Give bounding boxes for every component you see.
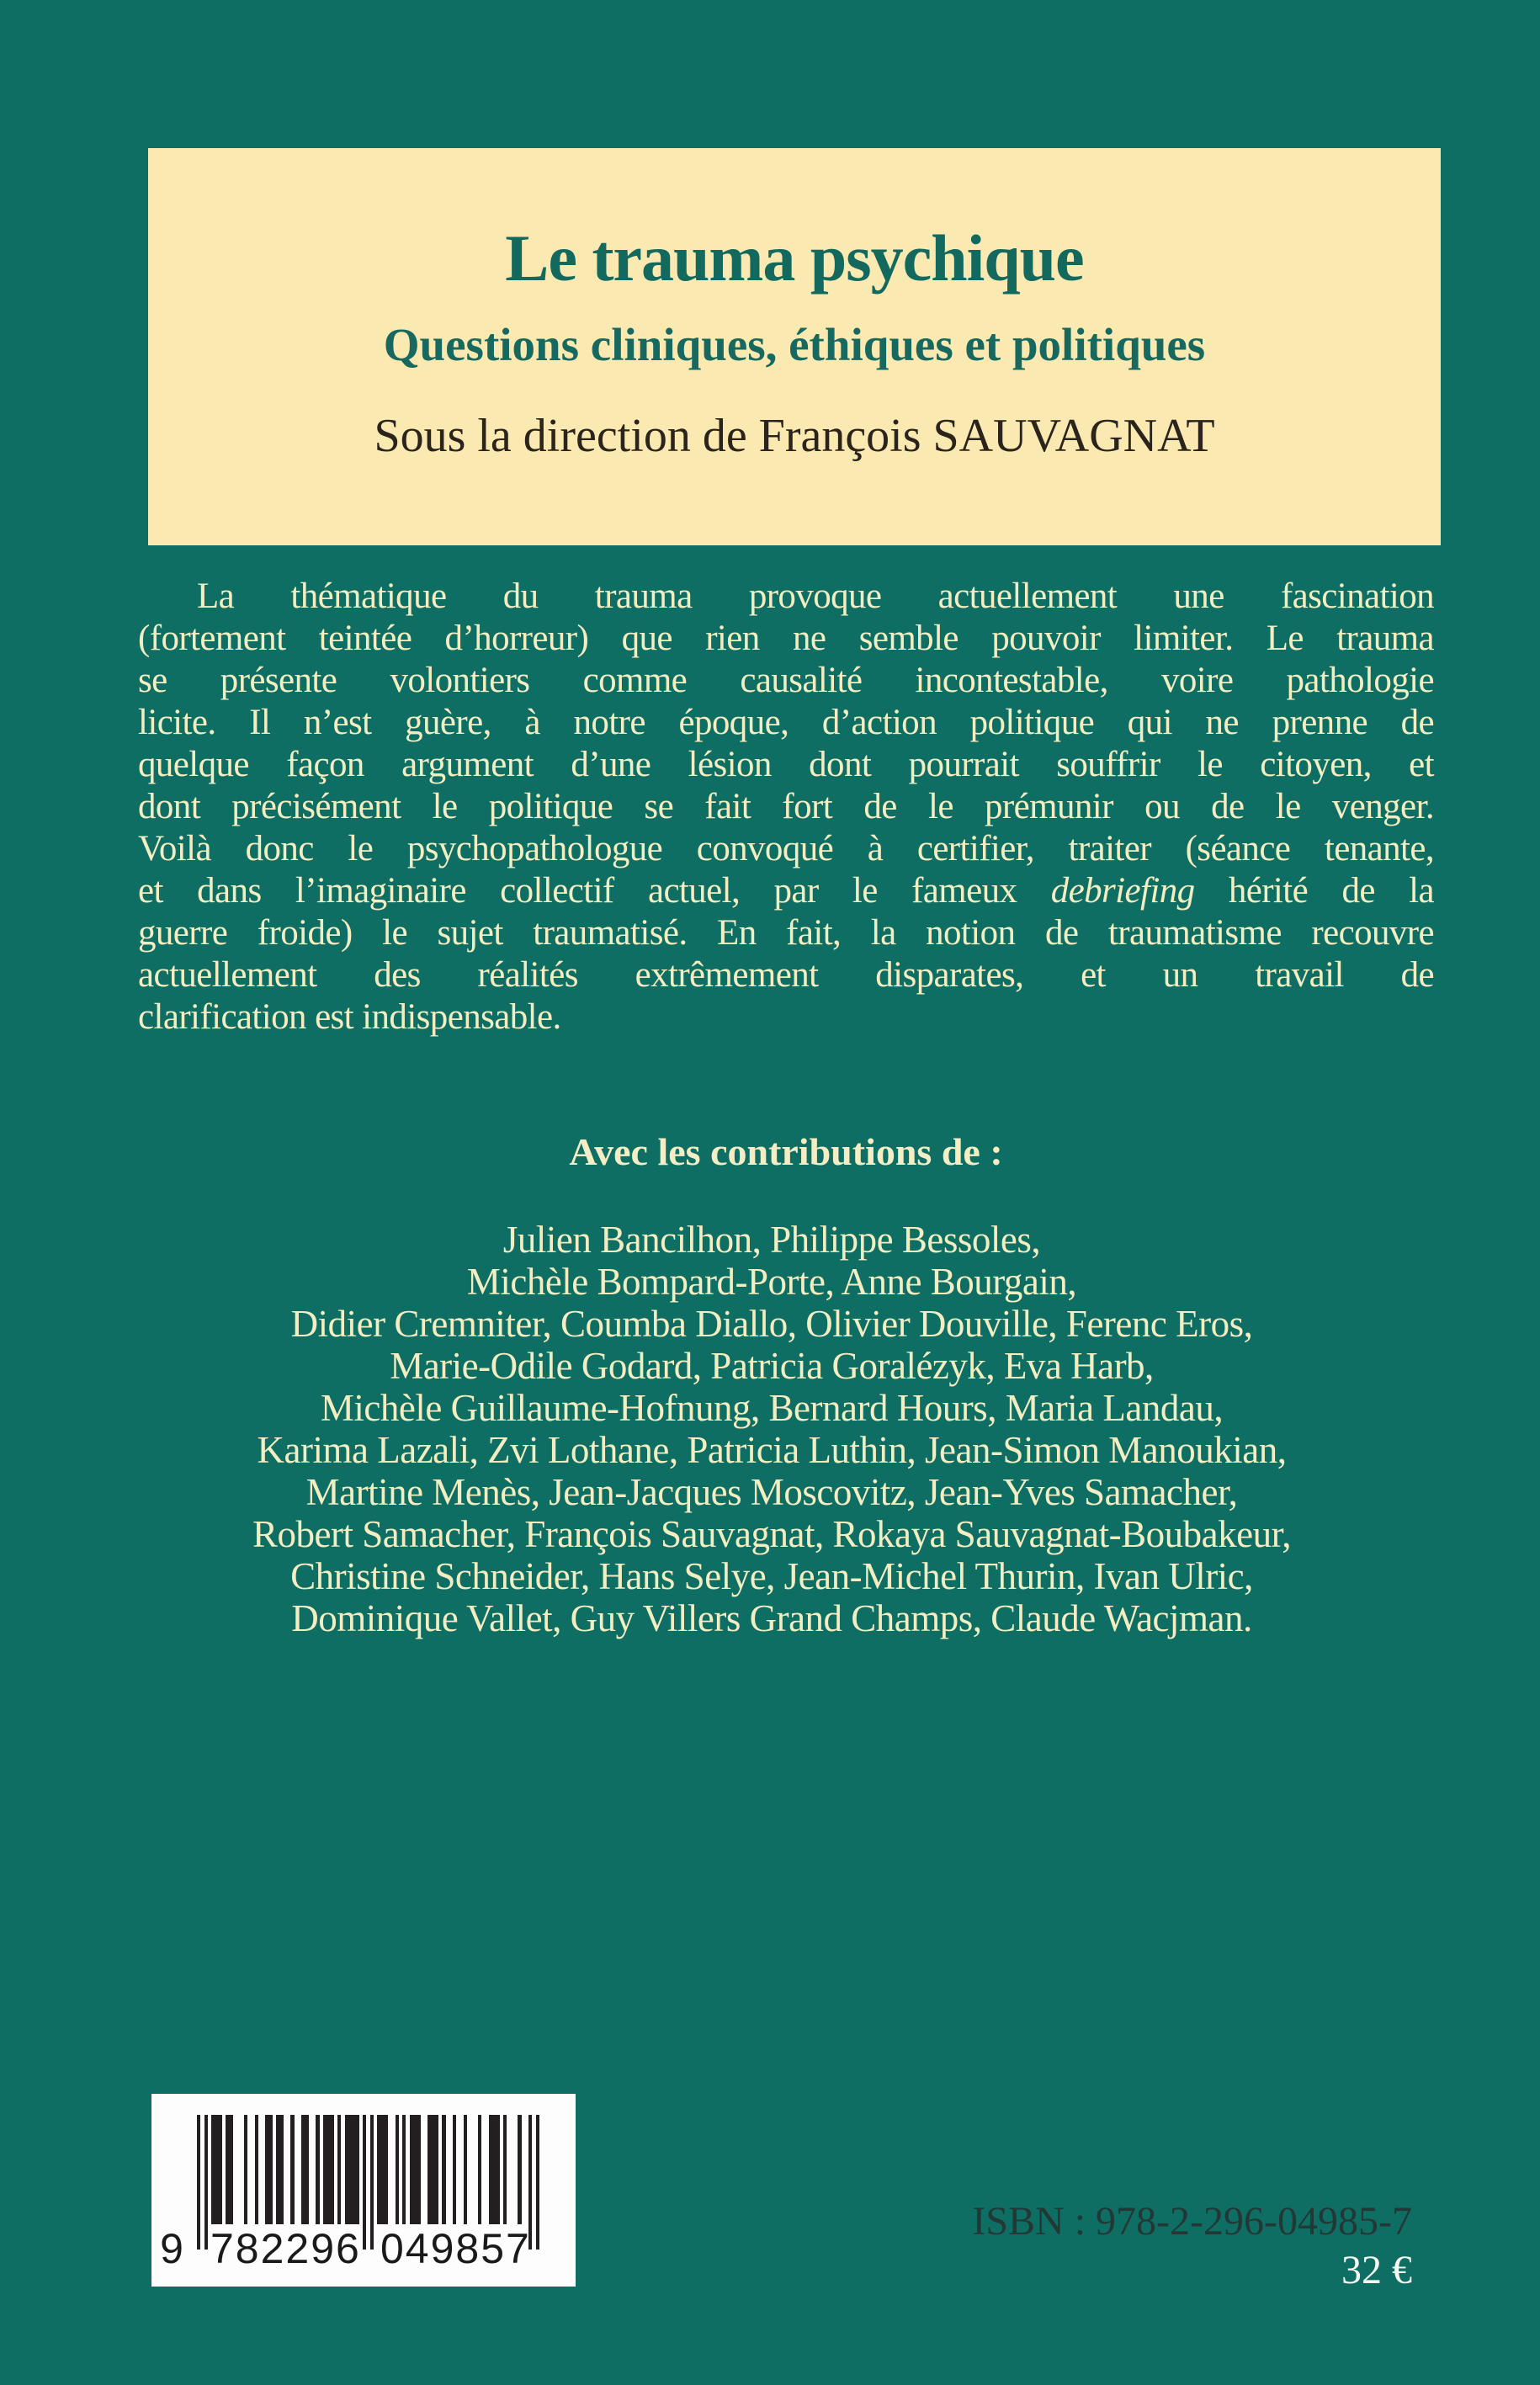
contributor-line: Michèle Guillaume-Hofnung, Bernard Hours, Maria Landau, [320, 1387, 1224, 1429]
summary-line: (fortement teintée d’horreur) que rien ne semble pouvoir limiter. Le trauma [138, 619, 1434, 658]
book-subtitle: Questions cliniques, éthiques et politiques [383, 319, 1206, 370]
contributor-line: Dominique Vallet, Guy Villers Grand Champs, Claude Wacjman. [291, 1597, 1252, 1639]
summary-line-italic [138, 870, 1434, 912]
summary-line: se présente volontiers comme causalité incontestable, voire pathologie [138, 661, 1434, 700]
summary-line: quelque façon argument d’une lésion dont pourrait souffrir le citoyen, et [138, 745, 1434, 784]
barcode-digit-group: 782296 [210, 2225, 361, 2272]
contributor-line: Julien Bancilhon, Philippe Bessoles, [502, 1219, 1041, 1261]
contributor-line: Christine Schneider, Hans Selye, Jean-Michel Thurin, Ivan Ulric, [290, 1555, 1253, 1597]
barcode-digits [151, 2227, 576, 2274]
title-panel [148, 148, 1441, 545]
summary-line: clarification est indispensable. [138, 997, 561, 1037]
summary-line: actuellement des réalités extrêmement disparates, et un travail de [138, 955, 1434, 995]
summary-paragraph [138, 576, 1434, 1038]
contributor-line: Michèle Bompard-Porte, Anne Bourgain, [466, 1261, 1077, 1303]
contributor-line: Karima Lazali, Zvi Lothane, Patricia Luthin, Jean-Simon Manoukian, [257, 1429, 1287, 1471]
contributor-line: Didier Cremniter, Coumba Diallo, Olivier Douville, Ferenc Eros, [290, 1303, 1253, 1345]
summary-italic-word: debriefing [1050, 871, 1195, 911]
book-editor-line: Sous la direction de François SAUVAGNAT [374, 410, 1215, 462]
contributor-line: Marie-Odile Godard, Patricia Goralézyk, Eva Harb, [390, 1345, 1154, 1387]
barcode-digit-group: 049857 [380, 2225, 531, 2272]
book-title: Le trauma psychique [505, 221, 1084, 295]
isbn-text: ISBN : 978-2-296-04985-7 [972, 2199, 1412, 2244]
contributions-heading: Avec les contributions de : [569, 1130, 1003, 1173]
price-text: 32 € [1341, 2248, 1412, 2292]
summary-text: hérité de la [1194, 871, 1434, 911]
summary-line: Voilà donc le psychopathologue convoqué à certifier, traiter (séance tenante, [138, 829, 1434, 868]
barcode-digit-lead: 9 [160, 2225, 183, 2272]
summary-line: guerre froide) le sujet traumatisé. En fait, la notion de traumatisme recouvre [138, 913, 1434, 953]
summary-line: dont précisément le politique se fait fort de le prémunir ou de le venger. [138, 787, 1434, 826]
summary-line: licite. Il n’est guère, à notre époque, d’action politique qui ne prenne de [138, 703, 1434, 742]
summary-text: et dans l’imaginaire collectif actuel, par le fameux [138, 871, 1051, 911]
barcode [151, 2094, 576, 2287]
contributors-list [124, 1219, 1420, 1639]
contributor-line: Robert Samacher, François Sauvagnat, Rokaya Sauvagnat-Boubakeur, [252, 1513, 1292, 1555]
summary-line: La thématique du trauma provoque actuellement une fascination [197, 576, 1434, 616]
contributor-line: Martine Menès, Jean-Jacques Moscovitz, Jean-Yves Samacher, [305, 1471, 1238, 1513]
